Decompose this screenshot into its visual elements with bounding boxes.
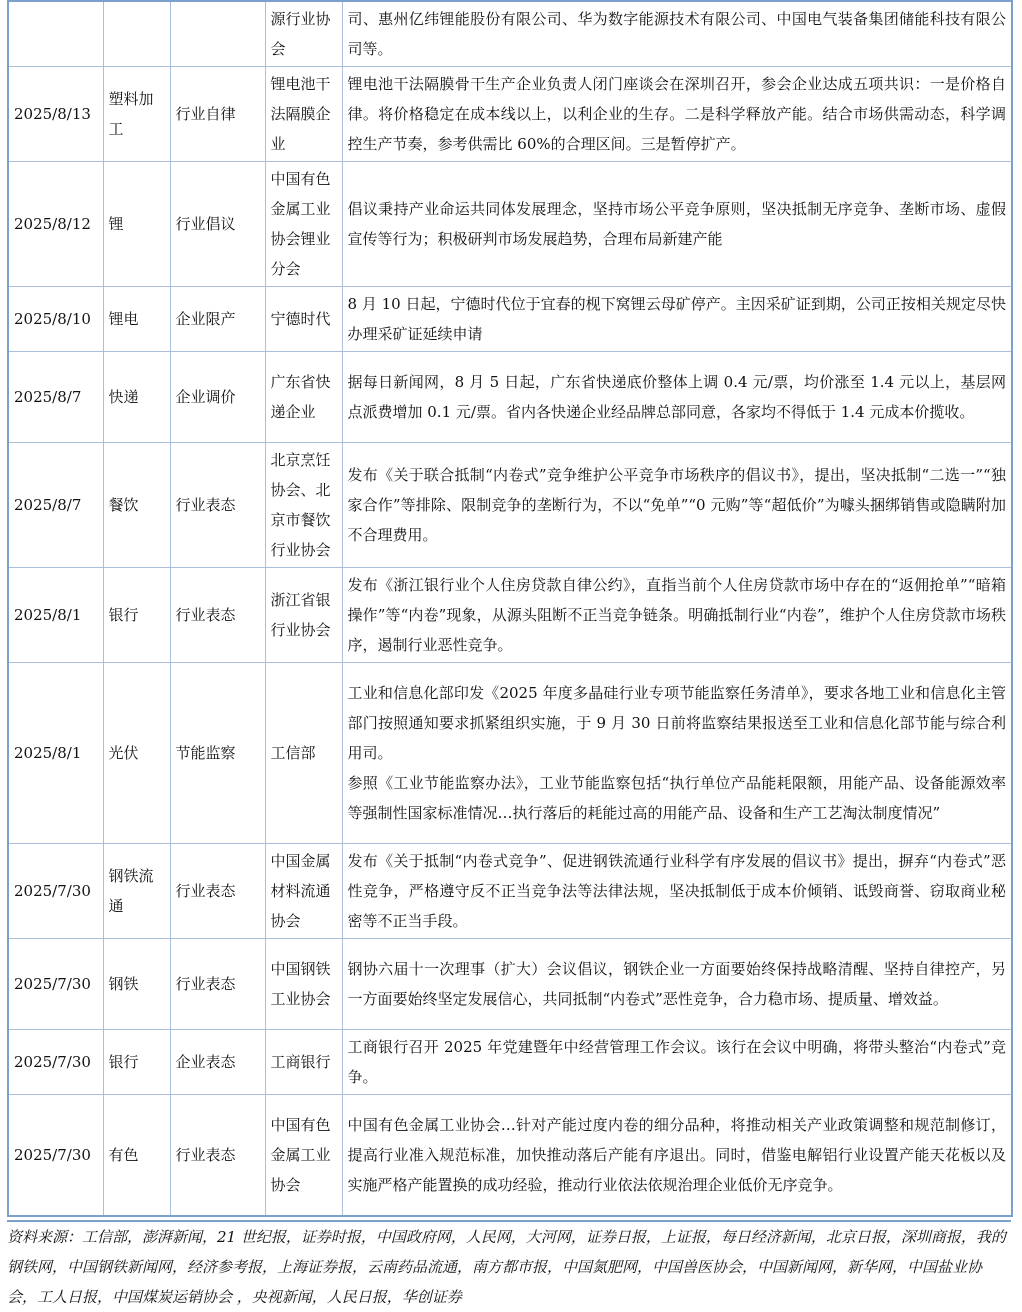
type-cell: 行业自律: [170, 67, 265, 162]
date-cell: 2025/7/30: [8, 1095, 103, 1216]
sector-cell: 快递: [103, 352, 170, 443]
entity-cell: 中国钢铁工业协会: [265, 939, 342, 1030]
description-cell: 中国有色金属工业协会…针对产能过度内卷的细分品种，将推动相关产业政策调整和规范制修订，提高行业准入规范标准，加快推动落后产能有序退出。同时，借鉴电解铝行业设置产能天花板以及实施严格产能置换的成功经验，推动行业依法依规治理企业低价无序竞争。: [342, 1095, 1012, 1216]
document-page: [7, 0, 1011, 1312]
entity-cell: 北京烹饪协会、北京市餐饮行业协会: [265, 443, 342, 568]
table-body: [8, 1, 1012, 1216]
source-note: 资料来源：工信部，澎湃新闻，21 世纪报，证券时报，中国政府网，人民网，大河网，证券日报，上证报，每日经济新闻，北京日报，深圳商报，我的钢铁网，中国钢铁新闻网，经济参考报，上海证券报，云南药品流通，南方都市报，中国氮肥网，中国兽医协会，中国新闻网，新华网，中国盐业协会，工人日报，中国煤炭运销协会 ，央视新闻，人民日报，华创证券: [7, 1220, 1011, 1312]
entity-cell: 锂电池干法隔膜企业: [265, 67, 342, 162]
date-cell: 2025/8/12: [8, 162, 103, 287]
table-row: [8, 352, 1012, 443]
type-cell: 行业表态: [170, 939, 265, 1030]
sector-cell: 锂电: [103, 287, 170, 352]
date-cell: 2025/7/30: [8, 939, 103, 1030]
sector-cell: 锂: [103, 162, 170, 287]
entity-cell: 中国有色金属工业协会锂业分会: [265, 162, 342, 287]
type-cell: 行业倡议: [170, 162, 265, 287]
type-cell: 行业表态: [170, 443, 265, 568]
table-row: [8, 443, 1012, 568]
type-cell: [170, 1, 265, 67]
table-row: [8, 663, 1012, 844]
type-cell: 企业表态: [170, 1030, 265, 1095]
date-cell: 2025/7/30: [8, 844, 103, 939]
date-cell: 2025/8/1: [8, 568, 103, 663]
description-paragraph: 工业和信息化部印发《2025 年度多晶硅行业专项节能监察任务清单》，要求各地工业和信息化主管部门按照通知要求抓紧组织实施，于 9 月 30 日前将监察结果报送至工业和信息化部节能与综合利用司。: [347, 684, 1006, 762]
date-cell: 2025/7/30: [8, 1030, 103, 1095]
entity-cell: 工商银行: [265, 1030, 342, 1095]
date-cell: 2025/8/7: [8, 352, 103, 443]
description-cell: 发布《关于联合抵制“内卷式”竞争维护公平竞争市场秩序的倡议书》，提出，坚决抵制“二选一”“独家合作”等排除、限制竞争的垄断行为，不以“免单”“0 元购”等“超低价”为噱头捆绑销售或隐瞒附加不合理费用。: [342, 443, 1012, 568]
sector-cell: 钢铁: [103, 939, 170, 1030]
description-cell: 锂电池干法隔膜骨干生产企业负责人闭门座谈会在深圳召开，参会企业达成五项共识：一是价格自律。将价格稳定在成本线以上，以利企业的生存。二是科学释放产能。结合市场供需动态，科学调控生产节奏，参考供需比 60%的合理区间。三是暂停扩产。: [342, 67, 1012, 162]
entity-cell: 宁德时代: [265, 287, 342, 352]
table-row: [8, 1030, 1012, 1095]
date-cell: 2025/8/10: [8, 287, 103, 352]
entity-cell: 中国有色金属工业协会: [265, 1095, 342, 1216]
type-cell: 行业表态: [170, 1095, 265, 1216]
type-cell: 行业表态: [170, 844, 265, 939]
description-cell: 司、惠州亿纬锂能股份有限公司、华为数字能源技术有限公司、中国电气装备集团储能科技有限公司等。: [342, 1, 1012, 67]
entity-cell: 中国金属材料流通协会: [265, 844, 342, 939]
sector-cell: 有色: [103, 1095, 170, 1216]
entity-cell: 工信部: [265, 663, 342, 844]
sector-cell: 银行: [103, 1030, 170, 1095]
table-row: [8, 844, 1012, 939]
date-cell: 2025/8/7: [8, 443, 103, 568]
description-cell: 倡议秉持产业命运共同体发展理念，坚持市场公平竞争原则，坚决抵制无序竞争、垄断市场、虚假宣传等行为；积极研判市场发展趋势，合理布局新建产能: [342, 162, 1012, 287]
sector-cell: 塑料加工: [103, 67, 170, 162]
table-row: [8, 568, 1012, 663]
sector-cell: [103, 1, 170, 67]
entity-cell: 源行业协会: [265, 1, 342, 67]
description-cell: 钢协六届十一次理事（扩大）会议倡议，钢铁企业一方面要始终保持战略清醒、坚持自律控产，另一方面要始终坚定发展信心，共同抵制“内卷式”恶性竞争，合力稳市场、提质量、增效益。: [342, 939, 1012, 1030]
table-row: [8, 67, 1012, 162]
description-cell: 据每日新闻网，8 月 5 日起，广东省快递底价整体上调 0.4 元/票，均价涨至 1.4 元以上，基层网点派费增加 0.1 元/票。省内各快递企业经品牌总部同意，各家均不得低于 1.4 元成本价揽收。: [342, 352, 1012, 443]
table-row: [8, 1, 1012, 67]
type-cell: 行业表态: [170, 568, 265, 663]
date-cell: 2025/8/13: [8, 67, 103, 162]
description-cell: [342, 663, 1012, 844]
description-cell: 工商银行召开 2025 年党建暨年中经营管理工作会议。该行在会议中明确，将带头整治“内卷式”竞争。: [342, 1030, 1012, 1095]
description-paragraph: 参照《工业节能监察办法》，工业节能监察包括“执行单位产品能耗限额，用能产品、设备能源效率等强制性国家标准情况…执行落后的耗能过高的用能产品、设备和生产工艺淘汰制度情况”: [347, 774, 1006, 822]
table-row: [8, 1095, 1012, 1216]
sector-cell: 光伏: [103, 663, 170, 844]
policy-table: [7, 0, 1013, 1217]
type-cell: 节能监察: [170, 663, 265, 844]
type-cell: 企业限产: [170, 287, 265, 352]
description-cell: 发布《关于抵制“内卷式竞争”、促进钢铁流通行业科学有序发展的倡议书》提出，摒弃“内卷式”恶性竞争，严格遵守反不正当竞争法等法律法规，坚决抵制低于成本价倾销、诋毁商誉、窃取商业秘密等不正当手段。: [342, 844, 1012, 939]
sector-cell: 餐饮: [103, 443, 170, 568]
description-cell: 8 月 10 日起，宁德时代位于宜春的枧下窝锂云母矿停产。主因采矿证到期，公司正按相关规定尽快办理采矿证延续申请: [342, 287, 1012, 352]
sector-cell: 钢铁流通: [103, 844, 170, 939]
table-row: [8, 939, 1012, 1030]
description-cell: 发布《浙江银行业个人住房贷款自律公约》，直指当前个人住房贷款市场中存在的“返佣抢单”“暗箱操作”等“内卷”现象，从源头阻断不正当竞争链条。明确抵制行业“内卷”，维护个人住房贷款市场秩序，遏制行业恶性竞争。: [342, 568, 1012, 663]
sector-cell: 银行: [103, 568, 170, 663]
entity-cell: 浙江省银行业协会: [265, 568, 342, 663]
date-cell: 2025/8/1: [8, 663, 103, 844]
table-row: [8, 287, 1012, 352]
date-cell: [8, 1, 103, 67]
type-cell: 企业调价: [170, 352, 265, 443]
entity-cell: 广东省快递企业: [265, 352, 342, 443]
table-row: [8, 162, 1012, 287]
